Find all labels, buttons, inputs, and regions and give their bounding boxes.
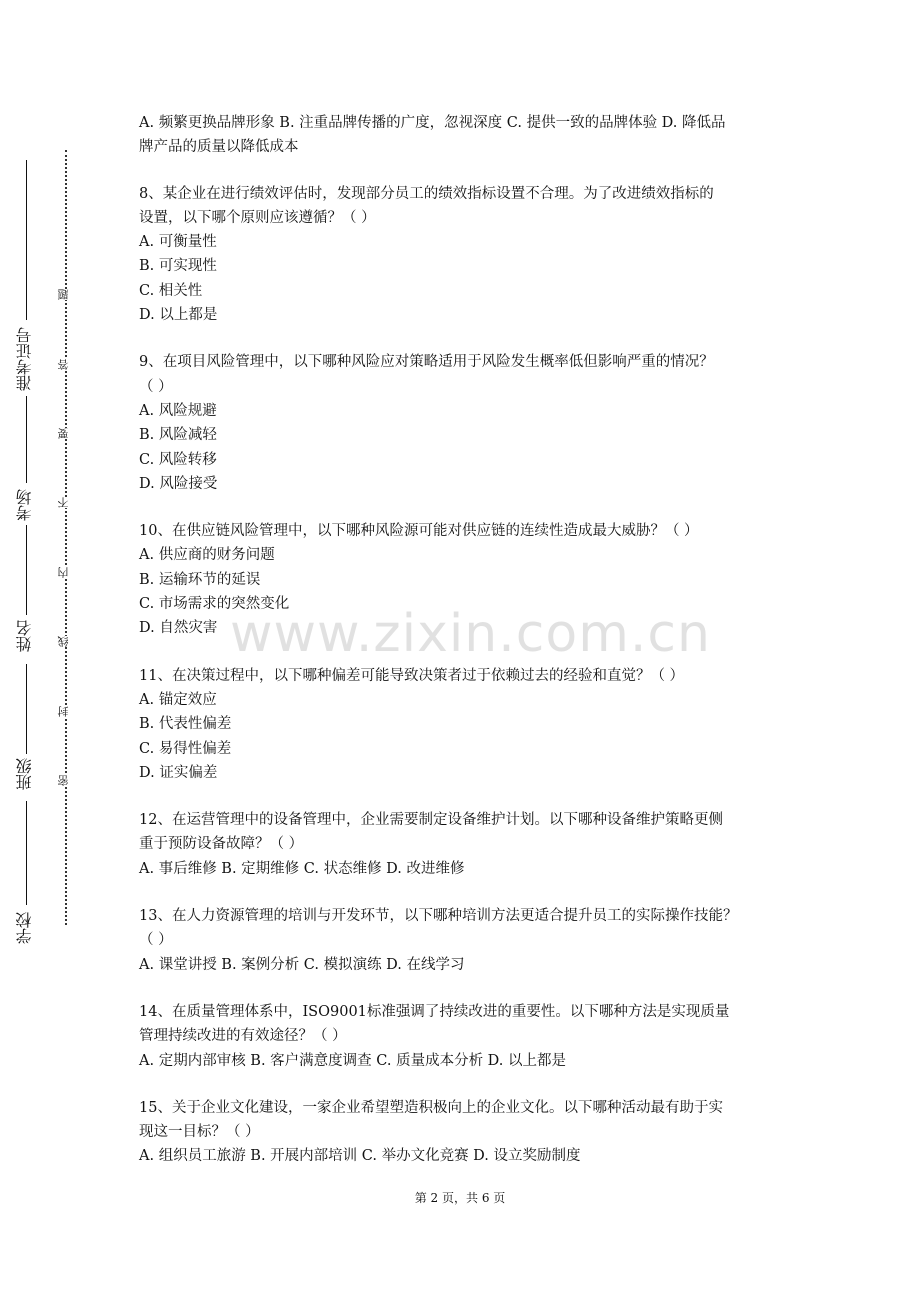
name-label: 姓名	[15, 620, 34, 652]
answer-option: A. 供应商的财务问题	[139, 547, 275, 564]
question-text: 管理持续改进的有效途径？（ ）	[139, 1028, 347, 1045]
question-text: （ ）	[139, 932, 173, 949]
exam-id-fill-line	[26, 160, 27, 320]
question-block	[139, 664, 785, 785]
question-text: 9、在项目风险管理中，以下哪种风险应对策略适用于风险发生概率低但影响严重的情况？	[139, 354, 714, 371]
answer-option: B. 代表性偏差	[139, 716, 232, 733]
question-text: 设置，以下哪个原则应该遵循？（ ）	[139, 209, 376, 226]
question-text: （ ）	[139, 378, 173, 395]
seal-char: 答	[58, 359, 74, 370]
answer-option: D. 风险接受	[139, 475, 218, 492]
answer-option: D. 自然灾害	[139, 620, 218, 637]
class-fill-line	[26, 664, 27, 754]
question-block	[139, 350, 785, 496]
question-block	[139, 111, 785, 160]
seal-dotted-line	[65, 150, 67, 925]
answer-option: A. 可衡量性	[139, 234, 217, 251]
answer-option: A. 课堂讲授 B. 案例分析 C. 模拟演练 D. 在线学习	[139, 956, 465, 973]
exam-room-fill-line	[26, 396, 27, 483]
question-block	[139, 904, 785, 977]
seal-char: 密	[58, 775, 74, 786]
question-text: 10、在供应链风险管理中，以下哪种风险源可能对供应链的连续性造成最大威胁？（ ）	[139, 523, 699, 540]
seal-char: 不	[58, 497, 74, 508]
question-text: 现这一目标？（ ）	[139, 1124, 260, 1141]
class-label: 班级	[15, 758, 34, 790]
answer-option: A. 定期内部审核 B. 客户满意度调查 C. 质量成本分析 D. 以上都是	[139, 1052, 567, 1069]
answer-option: B. 运输环节的延误	[139, 571, 261, 588]
question-text: 牌产品的质量以降低成本	[139, 139, 299, 156]
binding-margin	[0, 0, 80, 1302]
answer-option: D. 证实偏差	[139, 764, 218, 781]
question-text: 11、在决策过程中，以下哪种偏差可能导致决策者过于依赖过去的经验和直觉？（ ）	[139, 667, 685, 684]
exam-room-label: 考场	[15, 489, 34, 521]
exam-id-label: 准考证号	[15, 327, 34, 391]
question-text: 14、在质量管理体系中，ISO9001标准强调了持续改进的重要性。以下哪种方法是实现质量	[139, 1003, 730, 1020]
question-text: 12、在运营管理中的设备管理中，企业需要制定设备维护计划。以下哪种设备维护策略更侧	[139, 812, 723, 829]
question-block	[139, 182, 785, 328]
answer-option: A. 锚定效应	[139, 691, 217, 708]
name-fill-line	[26, 525, 27, 615]
seal-char: 内	[58, 567, 74, 578]
answer-option: B. 可实现性	[139, 258, 217, 275]
question-block	[139, 1096, 785, 1169]
answer-option: A. 事后维修 B. 定期维修 C. 状态维修 D. 改进维修	[139, 860, 465, 877]
answer-option: A. 风险规避	[139, 402, 217, 419]
question-text: 重于预防设备故障？（ ）	[139, 836, 304, 853]
question-text: A. 频繁更换品牌形象 B. 注重品牌传播的广度，忽视深度 C. 提供一致的品牌体验 D. 降低品	[139, 115, 726, 131]
school-label: 学校	[15, 912, 34, 944]
watermark: www.zixin.com.cn	[230, 604, 711, 664]
answer-option: C. 市场需求的突然变化	[139, 596, 290, 613]
seal-char: 封	[58, 706, 74, 717]
answer-option: D. 以上都是	[139, 307, 218, 324]
question-block	[139, 808, 785, 881]
school-fill-line	[26, 801, 27, 905]
seal-char: 要	[58, 428, 74, 439]
answer-option: C. 易得性偏差	[139, 740, 232, 757]
answer-option: C. 相关性	[139, 282, 203, 299]
question-text: 13、在人力资源管理的培训与开发环节，以下哪种培训方法更适合提升员工的实际操作技能？	[139, 908, 738, 925]
question-block	[139, 1000, 785, 1073]
seal-char: 题	[58, 289, 74, 300]
answer-option: A. 组织员工旅游 B. 开展内部培训 C. 举办文化竞赛 D. 设立奖励制度	[139, 1148, 581, 1165]
question-text: 15、关于企业文化建设，一家企业希望塑造积极向上的企业文化。以下哪种活动最有助于实	[139, 1099, 723, 1116]
seal-char: 线	[58, 636, 74, 647]
question-text: 8、某企业在进行绩效评估时，发现部分员工的绩效指标设置不合理。为了改进绩效指标的	[139, 185, 714, 202]
answer-option: B. 风险减轻	[139, 427, 217, 444]
answer-option: C. 风险转移	[139, 451, 217, 468]
page-footer: 第 2 页，共 6 页	[414, 1191, 506, 1205]
